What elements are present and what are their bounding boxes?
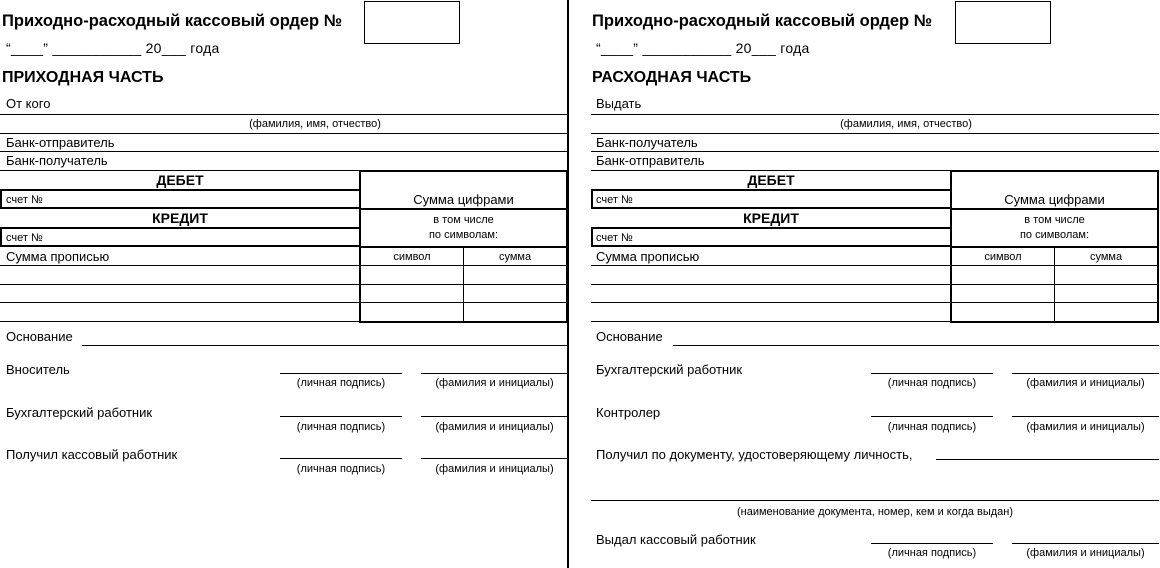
sum-words-line-3[interactable] bbox=[591, 302, 1159, 303]
incl-line-1: в том числе bbox=[1024, 214, 1085, 226]
bank-sender-label: Банк-отправитель bbox=[596, 153, 705, 168]
signature-hint: (личная подпись) bbox=[887, 377, 977, 389]
full-name-line bbox=[591, 133, 1159, 134]
receipt-part bbox=[0, 0, 568, 568]
sum-words-line-4[interactable] bbox=[0, 321, 360, 322]
sum-words-line-4[interactable] bbox=[591, 321, 951, 322]
order-title: Приходно-расходный кассовый ордер № bbox=[2, 12, 343, 30]
debit-account-label: счет № bbox=[596, 194, 633, 206]
cashier-signature-line[interactable] bbox=[280, 458, 402, 459]
accountant-label: Бухгалтерский работник bbox=[596, 362, 743, 377]
order-title: Приходно-расходный кассовый ордер № bbox=[592, 12, 933, 30]
accountant-label: Бухгалтерский работник bbox=[6, 405, 153, 420]
bank-receiver-line[interactable] bbox=[591, 151, 1159, 152]
sum-col-header: сумма bbox=[1089, 251, 1123, 263]
debit-header: ДЕБЕТ bbox=[156, 172, 204, 188]
bank-receiver-label: Банк-получатель bbox=[596, 135, 698, 150]
order-number-box[interactable] bbox=[955, 1, 1051, 44]
credit-account-box[interactable] bbox=[0, 227, 361, 247]
accountant-name-line[interactable] bbox=[1012, 373, 1159, 374]
order-date-line: “____” ___________ 20___ года bbox=[596, 40, 810, 56]
basis-label: Основание bbox=[6, 329, 73, 344]
id-document-line-1[interactable] bbox=[936, 459, 1159, 460]
debit-account-box[interactable] bbox=[591, 189, 952, 209]
initials-hint: (фамилия и инициалы) bbox=[435, 377, 554, 389]
incl-line-2: по символам: bbox=[428, 229, 499, 241]
id-document-label: Получил по документу, удостоверяющему личность, bbox=[596, 447, 913, 462]
credit-account-label: счет № bbox=[6, 232, 43, 244]
order-number-box[interactable] bbox=[364, 1, 460, 44]
credit-account-box[interactable] bbox=[591, 227, 952, 247]
center-divider bbox=[567, 0, 569, 568]
initials-hint: (фамилия и инициалы) bbox=[435, 421, 554, 433]
full-name-hint: (фамилия, имя, отчество) bbox=[249, 118, 381, 130]
credit-account-label: счет № bbox=[596, 232, 633, 244]
signature-hint: (личная подпись) bbox=[296, 377, 386, 389]
bank-receiver-label: Банк-получатель bbox=[6, 153, 108, 168]
controller-label: Контролер bbox=[596, 405, 661, 420]
sum-words-line-1[interactable] bbox=[0, 265, 568, 266]
initials-hint: (фамилия и инициалы) bbox=[1026, 547, 1145, 559]
amount-box-bottom-border bbox=[359, 321, 568, 323]
sum-words-label: Сумма прописью bbox=[596, 249, 700, 264]
issue-to-field-line[interactable] bbox=[591, 114, 1159, 115]
part-title: ПРИХОДНАЯ ЧАСТЬ bbox=[2, 69, 164, 86]
sum-digits-label: Сумма цифрами bbox=[413, 192, 514, 207]
full-name-line bbox=[0, 133, 568, 134]
expense-part bbox=[591, 0, 1159, 568]
basis-line[interactable] bbox=[82, 345, 568, 346]
full-name-hint: (фамилия, имя, отчество) bbox=[840, 118, 972, 130]
basis-label: Основание bbox=[596, 329, 663, 344]
sum-digits-label: Сумма цифрами bbox=[1004, 192, 1105, 207]
bank-sender-label: Банк-отправитель bbox=[6, 135, 115, 150]
accountant-signature-line[interactable] bbox=[280, 416, 402, 417]
credit-header: КРЕДИТ bbox=[743, 210, 799, 226]
initials-hint: (фамилия и инициалы) bbox=[1026, 421, 1145, 433]
accountant-signature-line[interactable] bbox=[871, 373, 993, 374]
issue-to-label: Выдать bbox=[596, 96, 642, 111]
cashier-received-label: Получил кассовый работник bbox=[6, 447, 178, 462]
sum-col-header: сумма bbox=[498, 251, 532, 263]
amount-box-divider bbox=[359, 208, 568, 210]
from-label: От кого bbox=[6, 96, 51, 111]
cashier-name-line[interactable] bbox=[421, 458, 568, 459]
symbol-col-header: символ bbox=[984, 251, 1022, 263]
cashier-signature-line[interactable] bbox=[871, 543, 993, 544]
part-title: РАСХОДНАЯ ЧАСТЬ bbox=[592, 69, 752, 86]
amount-box-top-border bbox=[950, 170, 1159, 172]
accountant-name-line[interactable] bbox=[421, 416, 568, 417]
signature-hint: (личная подпись) bbox=[887, 547, 977, 559]
order-date-line: “____” ___________ 20___ года bbox=[6, 40, 220, 56]
controller-name-line[interactable] bbox=[1012, 416, 1159, 417]
incl-line-2: по символам: bbox=[1019, 229, 1090, 241]
sum-words-line-2[interactable] bbox=[0, 284, 568, 285]
basis-line[interactable] bbox=[673, 345, 1159, 346]
signature-hint: (личная подпись) bbox=[296, 421, 386, 433]
debit-header: ДЕБЕТ bbox=[747, 172, 795, 188]
cashier-name-line[interactable] bbox=[1012, 543, 1159, 544]
debit-account-label: счет № bbox=[6, 194, 43, 206]
symbol-col-header: символ bbox=[393, 251, 431, 263]
controller-signature-line[interactable] bbox=[871, 416, 993, 417]
initials-hint: (фамилия и инициалы) bbox=[435, 463, 554, 475]
debit-account-box[interactable] bbox=[0, 189, 361, 209]
from-field-line[interactable] bbox=[0, 114, 568, 115]
sum-words-label: Сумма прописью bbox=[6, 249, 110, 264]
amount-box-top-border bbox=[359, 170, 568, 172]
depositor-signature-line[interactable] bbox=[280, 373, 402, 374]
sum-words-line-3[interactable] bbox=[0, 302, 568, 303]
signature-hint: (личная подпись) bbox=[296, 463, 386, 475]
incl-line-1: в том числе bbox=[433, 214, 494, 226]
bank-sender-line[interactable] bbox=[0, 151, 568, 152]
id-document-line-2[interactable] bbox=[591, 500, 1159, 501]
amount-box-bottom-border bbox=[950, 321, 1159, 323]
signature-hint: (личная подпись) bbox=[887, 421, 977, 433]
initials-hint: (фамилия и инициалы) bbox=[1026, 377, 1145, 389]
id-document-hint: (наименование документа, номер, кем и когда выдан) bbox=[736, 506, 1013, 518]
depositor-label: Вноситель bbox=[6, 362, 70, 377]
sum-words-line-1[interactable] bbox=[591, 265, 1159, 266]
depositor-name-line[interactable] bbox=[421, 373, 568, 374]
sum-words-line-2[interactable] bbox=[591, 284, 1159, 285]
credit-header: КРЕДИТ bbox=[152, 210, 208, 226]
cashier-issued-label: Выдал кассовый работник bbox=[596, 532, 756, 547]
amount-box-divider bbox=[950, 208, 1159, 210]
